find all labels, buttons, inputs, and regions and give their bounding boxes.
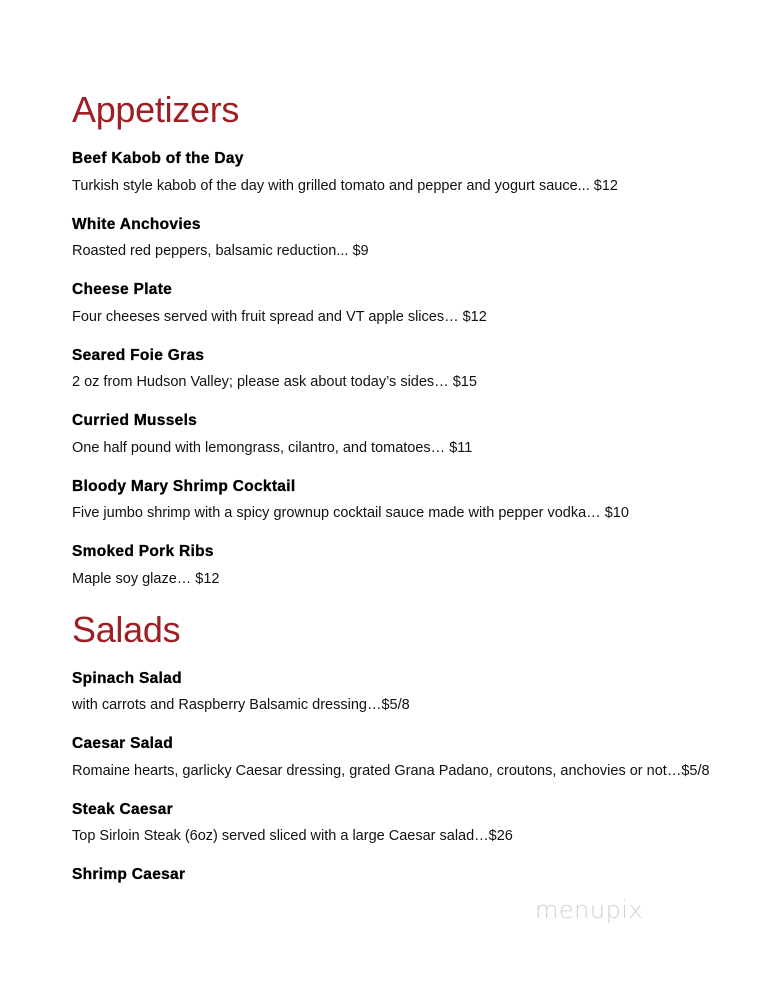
section-appetizers	[72, 88, 712, 593]
item-description: with carrots and Raspberry Balsamic dressing…$5/8	[72, 697, 410, 713]
menu-item	[72, 733, 712, 785]
item-name: Bloody Mary Shrimp Cocktail	[72, 477, 296, 495]
menu-item	[72, 214, 712, 266]
menu-item	[72, 541, 712, 593]
section-title: Appetizers	[72, 89, 240, 130]
item-name: Cheese Plate	[72, 281, 173, 298]
item-description: Top Sirloin Steak (6oz) served sliced with a large Caesar salad…$26	[72, 828, 513, 844]
item-name: Beef Kabob of the Day	[72, 150, 244, 167]
item-name: Smoked Pork Ribs	[72, 543, 214, 560]
menu-item	[72, 668, 712, 720]
item-name: Shrimp Caesar	[72, 866, 186, 883]
section-title: Salads	[72, 608, 181, 650]
item-name: Steak Caesar	[72, 800, 173, 818]
item-name: White Anchovies	[72, 215, 201, 233]
item-name: Curried Mussels	[72, 412, 198, 429]
watermark-logo: menupix	[535, 896, 644, 924]
menu-item	[72, 279, 712, 331]
menu-page	[72, 88, 712, 900]
item-name: Seared Foie Gras	[72, 346, 205, 364]
item-description: One half pound with lemongrass, cilantro, and tomatoes… $11	[72, 439, 473, 456]
menu-item	[72, 476, 712, 528]
section-salads	[72, 608, 712, 887]
item-name: Spinach Salad	[72, 669, 182, 687]
item-description: Romaine hearts, garlicky Caesar dressing, grated Grana Padano, croutons, anchovies or not…$5/8	[72, 762, 710, 779]
item-description: Turkish style kabob of the day with grilled tomato and pepper and yogurt sauce... $12	[72, 177, 618, 194]
item-description: Roasted red peppers, balsamic reduction... $9	[72, 243, 369, 259]
menu-item	[72, 148, 712, 200]
item-name: Caesar Salad	[72, 735, 173, 752]
menu-item	[72, 410, 712, 462]
item-description: Four cheeses served with fruit spread and VT apple slices… $12	[72, 308, 487, 325]
menu-item	[72, 799, 712, 851]
item-description: Maple soy glaze… $12	[72, 570, 220, 587]
menu-item	[72, 345, 712, 397]
item-description: 2 oz from Hudson Valley; please ask about today’s sides… $15	[72, 374, 477, 390]
menu-item	[72, 864, 712, 886]
item-description: Five jumbo shrimp with a spicy grownup cocktail sauce made with pepper vodka… $10	[72, 505, 629, 521]
